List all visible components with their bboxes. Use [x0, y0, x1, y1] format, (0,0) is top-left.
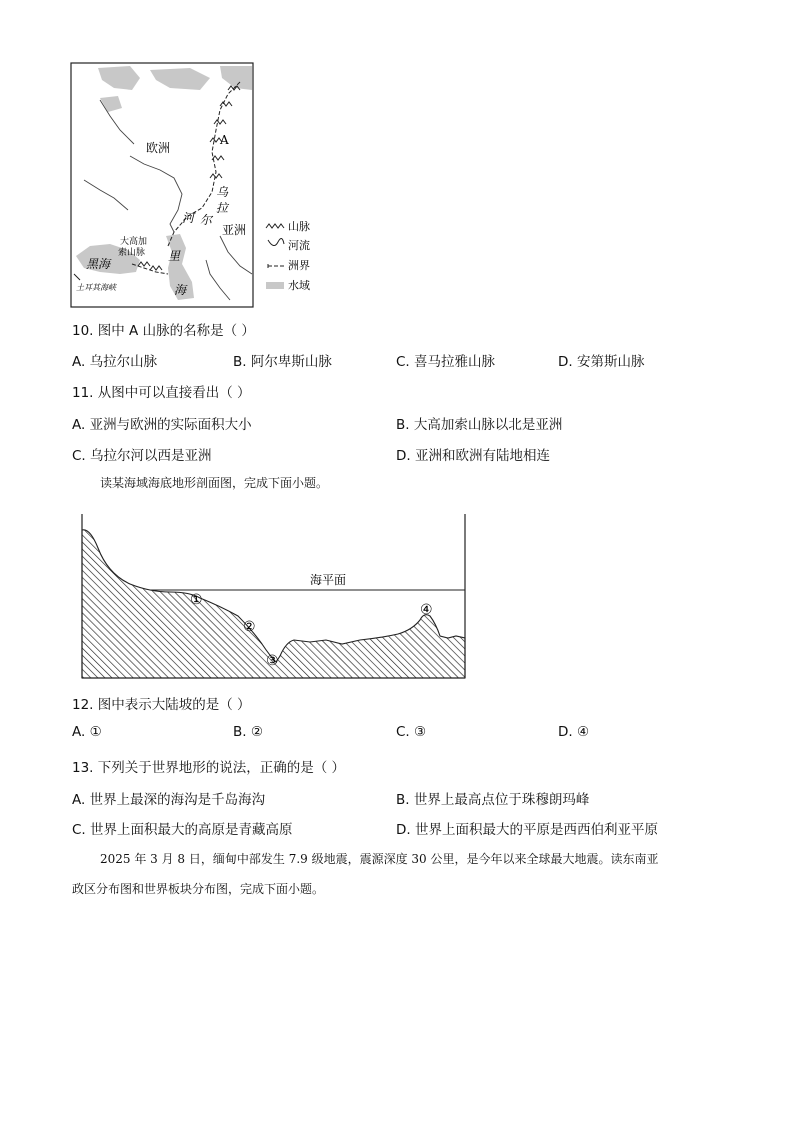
q13-option-b[interactable]: B. 世界上最高点位于珠穆朗玛峰 [396, 792, 590, 808]
seafloor-profile [80, 512, 470, 682]
marker-2: ② [243, 619, 256, 635]
q10-stem: 10. 图中 A 山脉的名称是（ ） [72, 323, 255, 339]
q10-option-c[interactable]: C. 喜马拉雅山脉 [396, 354, 496, 370]
label-asia: 亚洲 [222, 223, 247, 237]
intro-earthquake-line1: 2025 年 3 月 8 日，缅甸中部发生 7.9 级地震，震源深度 30 公里，是今年以来全球最大地震。读东南亚 [100, 852, 659, 866]
legend-water-label: 水域 [288, 279, 310, 292]
q10-option-b[interactable]: B. 阿尔卑斯山脉 [233, 354, 332, 370]
sea-level-label: 海平面 [310, 573, 347, 587]
label-turkish-strait: 土耳其海峡 [76, 283, 116, 292]
q11-stem: 11. 从图中可以直接看出（ ） [72, 385, 251, 401]
label-black-sea: 黑海 [86, 257, 111, 271]
legend-river-label: 河流 [288, 239, 310, 252]
legend-boundary-label: 洲界 [288, 259, 310, 272]
legend-mountain-label: 山脉 [288, 220, 310, 233]
europe-asia-map [70, 60, 330, 310]
intro-seafloor: 读某海域海底地形剖面图，完成下面小题。 [100, 476, 329, 490]
q11-option-a[interactable]: A. 亚洲与欧洲的实际面积大小 [72, 417, 252, 433]
q12-option-b[interactable]: B. ② [233, 724, 263, 740]
q11-option-b[interactable]: B. 大高加索山脉以北是亚洲 [396, 417, 563, 433]
q12-stem: 12. 图中表示大陆坡的是（ ） [72, 697, 251, 713]
label-ural-2: 拉 [216, 201, 229, 215]
q10-option-a[interactable]: A. 乌拉尔山脉 [72, 354, 158, 370]
q12-option-d[interactable]: D. ④ [558, 724, 590, 740]
water-icon [266, 282, 284, 289]
marker-4: ④ [420, 602, 433, 618]
q13-option-d[interactable]: D. 世界上面积最大的平原是西西伯利亚平原 [396, 822, 658, 838]
label-ural-4: 河 [182, 211, 195, 225]
map-legend [266, 220, 310, 292]
q12-option-a[interactable]: A. ① [72, 724, 102, 740]
q13-option-c[interactable]: C. 世界上面积最大的高原是青藏高原 [72, 822, 293, 838]
label-caucasus-1: 大高加 [120, 237, 148, 247]
q11-option-d[interactable]: D. 亚洲和欧洲有陆地相连 [396, 448, 550, 464]
q11-option-c[interactable]: C. 乌拉尔河以西是亚洲 [72, 448, 212, 464]
label-mountain-a: A [220, 133, 229, 147]
marker-1: ① [190, 592, 203, 608]
label-europe: 欧洲 [146, 141, 171, 155]
q10-option-d[interactable]: D. 安第斯山脉 [558, 354, 645, 370]
label-caucasus-2: 索山脉 [118, 248, 146, 258]
intro-earthquake-line2: 政区分布图和世界板块分布图，完成下面小题。 [72, 882, 325, 896]
label-ural-1: 乌 [216, 185, 229, 199]
q12-option-c[interactable]: C. ③ [396, 724, 427, 740]
label-caspian-2: 海 [174, 283, 187, 297]
label-ural-3: 尔 [200, 213, 213, 227]
marker-3: ③ [266, 653, 279, 669]
q13-stem: 13. 下列关于世界地形的说法，正确的是（ ） [72, 760, 346, 776]
label-caspian-1: 里 [168, 249, 181, 263]
mountain-icon [266, 224, 284, 228]
river-icon [268, 238, 284, 245]
q13-option-a[interactable]: A. 世界上最深的海沟是千岛海沟 [72, 792, 266, 808]
